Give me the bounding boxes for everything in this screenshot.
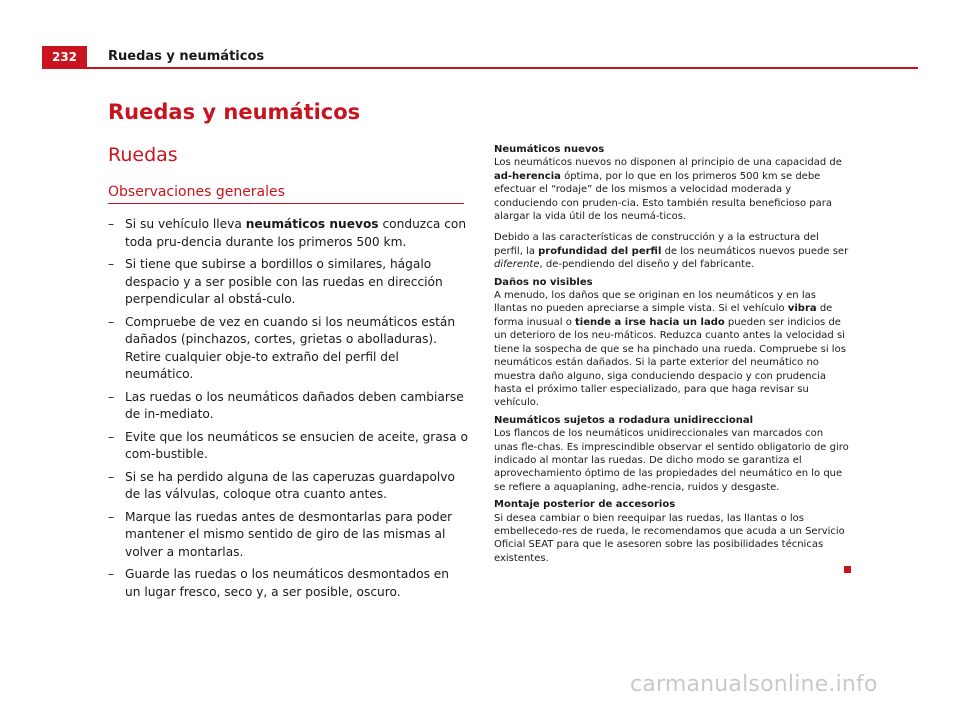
item-text: Marque las ruedas antes de desmontarlas para poder mantener el mismo sentido de giro de las mismas al volver a montarlas. (125, 509, 453, 559)
subsection-title: Observaciones generales (108, 184, 285, 200)
chapter-title: Ruedas y neumáticos (108, 100, 361, 124)
item-bold-text: neumáticos nuevos (245, 217, 379, 231)
running-header-title: Ruedas y neumáticos (108, 49, 265, 64)
hidden-damage-heading: Daños no visibles (494, 276, 593, 288)
unidirectional-paragraph: Los flancos de los neumáticos unidireccionales van marcados con unas fle-chas. Es imprescindible observar el sentido obligatorio de giro indicado al montar las ruedas. De dicho modo se garantiza el aprovechamiento óptimo de las propiedades del neumático en lo que se refiere a aquaplaning, adhe-rencia, ruidos y desgaste. (494, 428, 849, 493)
item-text: Las ruedas o los neumáticos dañados deben cambiarse de in-mediato. (125, 389, 464, 421)
section-title: Ruedas (108, 144, 178, 166)
bullet-list (108, 216, 468, 606)
list-item (108, 216, 468, 251)
watermark: carmanualsonline.info (630, 672, 878, 697)
new-tyres-paragraph-2: Debido a las características de construcción y a la estructura del perfil, la profundidad del perfil de los neumáticos nuevos puede ser diferente, de-pendiendo del diseño y del fabricante. (494, 232, 849, 271)
list-item (108, 566, 468, 601)
item-text: Si su vehículo lleva (125, 217, 246, 231)
list-item (108, 469, 468, 504)
item-text: Evite que los neumáticos se ensucien de aceite, grasa o com-bustible. (125, 429, 468, 461)
unidirectional-heading: Neumáticos sujetos a rodadura unidireccional (494, 414, 754, 426)
dash-marker: – (108, 469, 115, 484)
dash-marker: – (108, 257, 115, 271)
item-text: Si se ha perdido alguna de las caperuzas guardapolvo de las válvulas, coloque otra cuanto antes. (125, 469, 455, 501)
accessories-heading: Montaje posterior de accesorios (494, 499, 676, 511)
list-item (108, 256, 468, 309)
dash-marker: – (108, 567, 115, 581)
accessories-paragraph: Si desea cambiar o bien reequipar las ruedas, las llantas o los embellecedo-res de rueda, le recomendamos que acuda a un Servicio Oficial SEAT para que le asesoren sobre las posibilidades técnicas existentes. (494, 512, 845, 564)
header-rule (42, 67, 918, 69)
list-item (108, 429, 468, 464)
dash-marker: – (108, 217, 115, 231)
dash-marker: – (108, 509, 115, 524)
item-text: Compruebe de vez en cuando si los neumáticos están dañados (pinchazos, cortes, grietas o abolladuras). Retire cualquier obje-to extraño del perfil del neumático. (125, 314, 456, 381)
list-item (108, 509, 468, 562)
item-text: Si tiene que subirse a bordillos o similares, hágalo despacio y a ser posible con las ruedas en dirección perpendicular al obstá-culo. (125, 257, 443, 306)
dash-marker: – (108, 314, 115, 329)
dash-marker: – (108, 389, 115, 404)
dash-marker: – (108, 429, 115, 444)
item-text: Guarde las ruedas o los neumáticos desmontados en un lugar fresco, seco y, a ser posible, oscuro. (125, 567, 450, 599)
item-text: conduzca con toda pru-dencia durante los primeros 500 km. (125, 217, 467, 249)
new-tyres-paragraph-1: Los neumáticos nuevos no disponen al principio de una capacidad de ad-herencia óptima, por lo que en los primeros 500 km se debe efectuar el “rodaje” de los mismos a velocidad moderada y conduciendo con pruden-cia. Esto también resulta beneficioso para alargar la vida útil de los neumá-ticos. (494, 157, 842, 223)
subsection-rule (108, 203, 464, 204)
section-end-marker (844, 566, 851, 573)
page-number: 232 (42, 46, 87, 68)
new-tyres-heading: Neumáticos nuevos (494, 144, 605, 155)
hidden-damage-paragraph: A menudo, los daños que se originan en los neumáticos y en las llantas no pueden apreciarse a simple vista. Si el vehículo vibra de forma inusual o tiende a irse hacia un lado pueden ser indicios de un deterioro de los neu-máticos. Reduzca cuanto antes la velocidad si tiene la sospecha de que se ha pinchado una rueda. Compruebe si los neumáticos están dañados. Si la parte exterior del neumático no muestra daño alguno, siga conduciendo despacio y con prudencia hasta el próximo taller especializado, para que haga revisar su vehículo. (494, 290, 846, 409)
right-column (494, 143, 850, 573)
list-item (108, 314, 468, 384)
list-item (108, 389, 468, 424)
